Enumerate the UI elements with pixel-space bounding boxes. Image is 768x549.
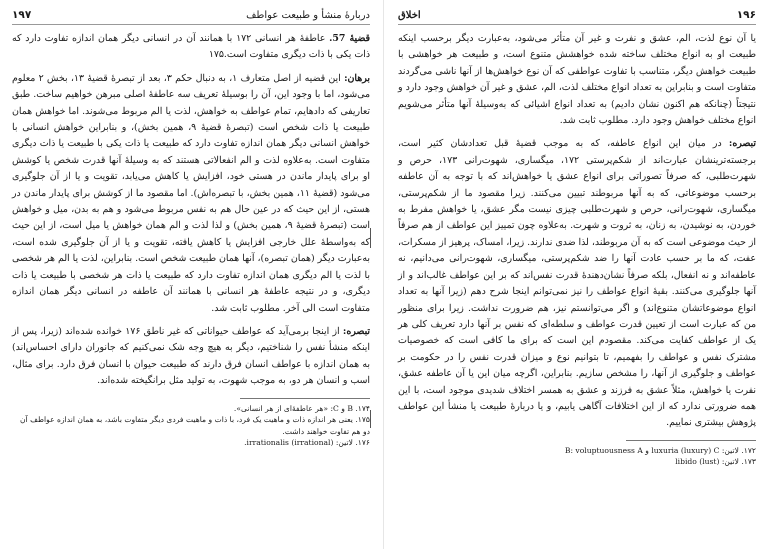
scholium [398,136,756,431]
scholium [12,324,370,390]
proof-heading: برهان: [344,72,370,84]
right-page-header [398,6,756,25]
footnote-divider [626,440,756,441]
footnote: ۱۷۳. لاتین: libido (lust) [675,457,756,467]
theorem [12,31,370,64]
page-number: ۱۹۶ [736,9,756,21]
theorem-heading: قضیهٔ 57. [329,33,370,44]
proof-text: این قضیه از اصل متعارف ۱، به دنبال حکم ۳، بعد از تبصرهٔ قضیهٔ ۱۳، بخش ۲ معلوم می‌شود، اما با وجود این، آن را بوسیلهٔ تعریف سه عاطفهٔ اصلی مبرهن خواهیم ساخت. طبق تعاریفی که دادهایم، تمام عواطف به خواهش، لذت یا الم مربوط می‌شوند. اما خواهش همان طبیعت یا ذات شخص است (تبصرهٔ قضیهٔ ۹، همین بخش)، و بنابراین خواهش انسانی با خواهش انسانی دیگر همان اندازه تفاوت دارد که طبیعت یا ذات یکی با طبیعت یا ذات دیگری متفاوت است. به‌علاوه لذت و الم انفعالاتی هستند که به وسیلهٔ آنها قدرت شخص یا کوشش او برای پایدار ماندن در هستی خود، افزایش یا کاهش می‌یابد، تقویت و یا از آن جلوگیری می‌شود (قضیهٔ ۱۱، همین بخش، با تبصره‌اش). اما مقصود ما از کوشش برای پایدار ماندن در هستی، از این حیث که در عین حال هم به نفس مربوط می‌شود و هم به بدن، میل و خواهش است (تبصرهٔ قضیهٔ ۹، همین بخش) و لذا لذت و الم همان خواهش یا میل است، از این حیث که به‌واسطهٔ علل خارجی افزایش یا کاهش یافته، تقویت و یا از آن جلوگیری شده است، به‌عبارت دیگر (همان تبصره)، آنها همان طبیعت شخص است. بنابراین، لذت یا الم هر شخصی با لذت یا الم دیگری همان اندازه تفاوت دارد که طبیعت یا ذات هر شخصی با طبیعت یا ذات دیگری، و در نتیجه عاطفهٔ هر انسانی با همانند آن عاطفه در انسانی دیگر همان اندازه متفاوت است الی آخر. مطلوب ثابت شد. [12,72,371,314]
theorem-text: عاطفهٔ هر انسانی ۱۷۲ با همانند آن در انسانی دیگر همان اندازه تفاوت دارد که ذات یکی با ذات دیگری متفاوت است.۱۷۵ [12,33,370,61]
footnote-divider [240,398,370,399]
paragraph: یا آن نوع لذت، الم، عشق و نفرت و غیر آن متأثر می‌شود، به‌عبارت دیگر برحسب اینکه طبیعت او به انواع مختلف ساخته شده خواهشش متنوع است، و طبیعت هر خواهشی با طبیعت خواهش دیگر، متناسب با تفاوت عواطفی که آن نوع خواهش‌ها از آنها ناشی می‌گردند متفاوت است و بنابراین به تعداد انواع مختلف لذت، الم، عشق و غیر آن خواهش وجود دارد و نتیجتاً (چنانکه هم اکنون نشان دادیم) به تعداد انواع اشیائی که به‌وسیلهٔ آنها متأثر می‌شویم انواع مختلف خواهش وجود دارد. مطلوب ثابت شد. [398,33,756,127]
page-number: ۱۹۷ [12,9,32,21]
scholium-heading: تبصره: [728,138,756,150]
running-title: اخلاق [398,9,421,21]
footnote: ۱۷۴. B و C: «هر عاطفهٔ‌ای از هر انسانی». [233,403,370,413]
left-page-header [12,6,370,25]
running-title: دربارهٔ منشأ و طبیعت عواطف [246,9,370,21]
proof [12,71,370,317]
right-page [384,0,768,549]
scholium-heading: تبصره: [342,325,371,337]
scholium-text: از اینجا برمی‌آید که عواطف حیواناتی که غیر ناطق ۱۷۶ خوانده شده‌اند (زیرا، پس از اینکه منشأ نفس را شناختیم، دیگر به هیچ وجه شک نمی‌کنیم که جانوران دارای احساس‌اند) به همان اندازه با عواطف انسان فرق دارند که طبیعت حیوان با انسان فرق دارد. برای مثال، اسب و انسان هر دو، به موجب شهوت، به تولید مثل برانگیخته شده‌اند. [12,325,370,387]
footnote: ۱۷۶. لاتین: irrationalis (irrational). [244,438,370,448]
margin-bar [370,410,371,428]
margin-bar [370,228,371,248]
footnote: ۱۷۲. لاتین: luxuria (luxury) C و B: voluptuousness A [564,445,756,455]
footnote: ۱۷۵. یعنی هر اندازه ذات و ماهیت یک فرد، با ذات و ماهیت فردی دیگر متفاوت باشد، به همان اندازه عواطف آن دو هم تفاوت خواهند داشت. [20,415,370,436]
scholium-text: در میان این انواع عاطفه، که به موجب قضیهٔ قبل تعدادشان کثیر است، برجسته‌ترینشان عبارت‌اند از شکم‌پرستی ۱۷۲، میگساری، شهوت‌رانی ۱۷۳، حرص و شهرت‌طلبی، که صرفاً تصوراتی برای انواع عشق یا خواهش‌اند که با توجه به آن عاطفه برحسب موضوعاتی، که به آنها مربوطند تبیین می‌کنند. زیرا مقصود ما از شکم‌پرستی، میگساری، شهوت‌رانی، حرص و شهرت‌طلبی چیزی نیست مگر عشق، یا خواهش مفرط به خوردن، به نوشیدن، به زنان، به ثروت و شهرت. به‌علاوه چون تمییز این عواطف از هم صرفاً از حیث موضوعی است که به آن مربوطند، لذا ضدی ندارند. زیرا، امساک، پرهیز از مسکرات، عفت، که ما بر حسب عادت آنها را ضد شکم‌پرستی، میگساری، شهوت‌رانی می‌دانیم، نه عاطفه‌اند و نه انفعال، بلکه صرفاً نشان‌دهندهٔ قدرت نفس‌اند که بر این عواطف غالب‌اند و از آنها جلوگیری می‌کنند. بقیهٔ انواع عواطف را نیز نمی‌توانم اینجا شرح دهم (زیرا آنها به تعداد انواع موضوعاتشان متنوع‌اند) و اگر می‌توانستم نیز، هم ضرورت نداشت. زیرا برای منظور من که عبارت است از تعیین قدرت عواطف و سلطه‌ای که نفس بر آنها دارد تعریف کلی هر یک از عواطف کفایت می‌کند. مقصودم این است که برای ما کافی است که خصوصیات مشترک نفس و عواطف را بفهمیم، تا بتوانیم نوع و میزان قدرت نفس را در حکومت بر عواطف و جلوگیری از آنها، را مشخص سازیم. بنابراین، اگرچه میان این یا آن عاطفه عشق، نفرت یا خواهش، مثلاً عشق به فرزند و عشق به همسر اختلاف شدیدی موجود است، با این همه ضرورتی ندارد که از این اختلافات آگاهی یابیم، و یا دربارهٔ طبیعت یا منشأ این عواطف پژوهش بیشتری نماییم. [398,138,756,429]
